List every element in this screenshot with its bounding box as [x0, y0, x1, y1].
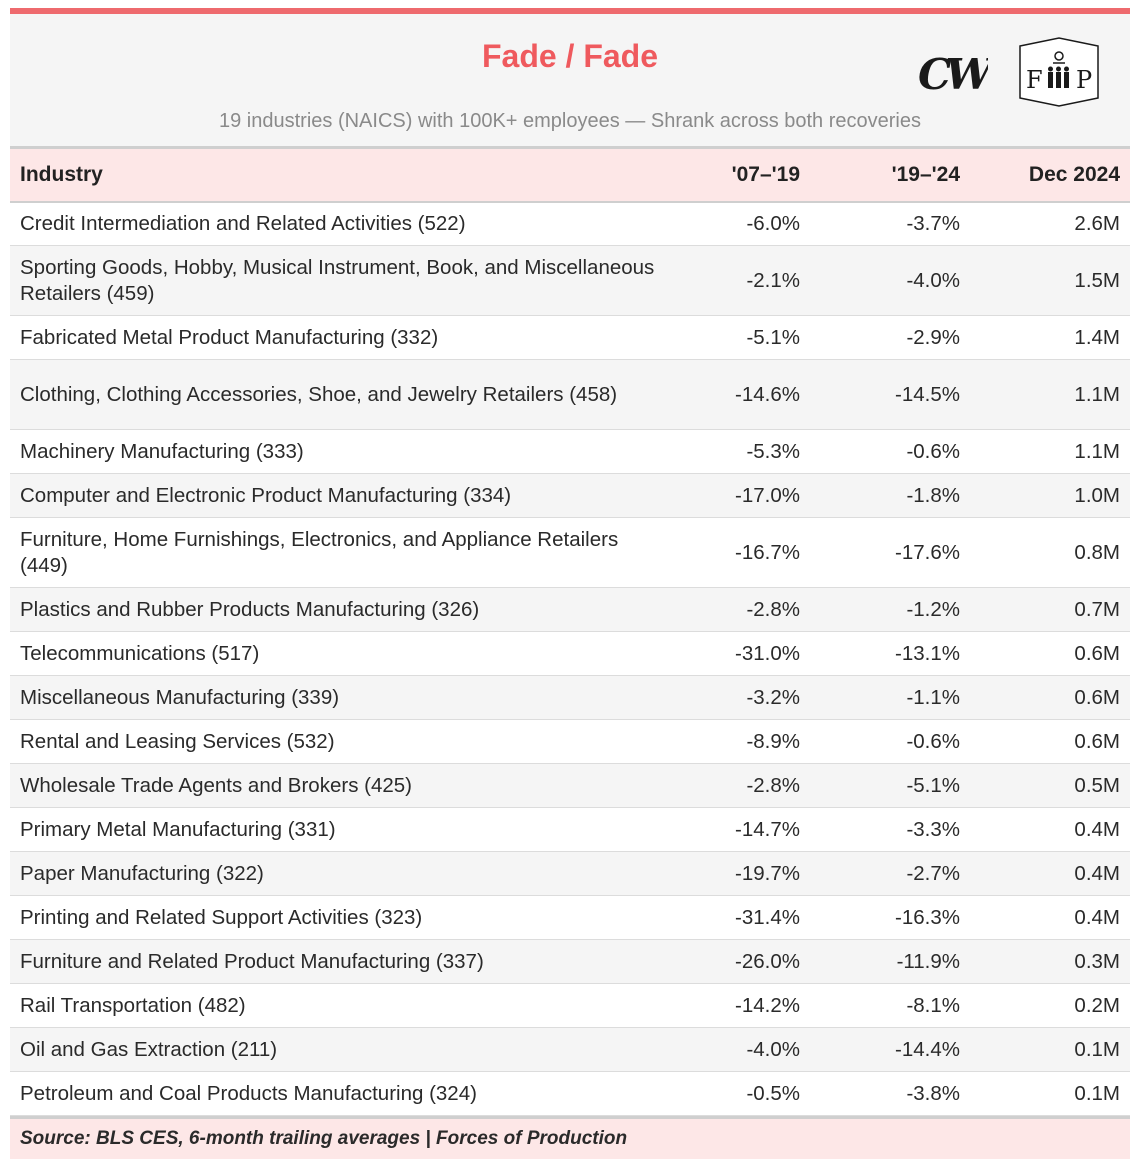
- cell-change-19-24: -0.6%: [810, 430, 970, 474]
- cell-change-07-19: -2.8%: [670, 764, 810, 808]
- cell-employment-dec-2024: 0.8M: [970, 518, 1130, 588]
- cell-employment-dec-2024: 0.6M: [970, 676, 1130, 720]
- table-row: [10, 676, 1130, 720]
- table-row: [10, 316, 1130, 360]
- cell-employment-dec-2024: 0.6M: [970, 720, 1130, 764]
- cell-change-07-19: -6.0%: [670, 202, 810, 246]
- cell-industry: Fabricated Metal Product Manufacturing (332): [10, 316, 670, 360]
- cell-change-07-19: -0.5%: [670, 1072, 810, 1116]
- cell-change-19-24: -3.7%: [810, 202, 970, 246]
- table-row: [10, 246, 1130, 316]
- cell-employment-dec-2024: 0.5M: [970, 764, 1130, 808]
- cell-change-07-19: -8.9%: [670, 720, 810, 764]
- cell-employment-dec-2024: 0.2M: [970, 984, 1130, 1028]
- cell-change-07-19: -14.7%: [670, 808, 810, 852]
- source-footer: [10, 1116, 1130, 1159]
- cell-change-07-19: -17.0%: [670, 474, 810, 518]
- cell-change-19-24: -1.2%: [810, 588, 970, 632]
- industry-table: [10, 146, 1130, 1116]
- cell-change-07-19: -31.4%: [670, 896, 810, 940]
- cell-employment-dec-2024: 0.4M: [970, 852, 1130, 896]
- cell-change-07-19: -14.2%: [670, 984, 810, 1028]
- cell-industry: Clothing, Clothing Accessories, Shoe, and Jewelry Retailers (458): [10, 360, 670, 430]
- table-row: [10, 518, 1130, 588]
- svg-text:P: P: [1076, 66, 1093, 94]
- cell-industry: Rental and Leasing Services (532): [10, 720, 670, 764]
- source-note: Source: BLS CES, 6-month trailing averages | Forces of Production: [20, 1128, 628, 1149]
- table-header-row: [10, 148, 1130, 202]
- table-row: [10, 1072, 1130, 1116]
- cell-industry: Plastics and Rubber Products Manufacturing (326): [10, 588, 670, 632]
- cell-change-07-19: -16.7%: [670, 518, 810, 588]
- cell-industry: Paper Manufacturing (322): [10, 852, 670, 896]
- table-row: [10, 720, 1130, 764]
- cell-industry: Telecommunications (517): [10, 632, 670, 676]
- cell-industry: Sporting Goods, Hobby, Musical Instrument, Book, and Miscellaneous Retailers (459): [10, 246, 670, 316]
- cell-employment-dec-2024: 1.5M: [970, 246, 1130, 316]
- cell-industry: Rail Transportation (482): [10, 984, 670, 1028]
- table-row: [10, 202, 1130, 246]
- cell-industry: Oil and Gas Extraction (211): [10, 1028, 670, 1072]
- table-row: [10, 588, 1130, 632]
- cell-industry: Credit Intermediation and Related Activities (522): [10, 202, 670, 246]
- cell-change-07-19: -5.3%: [670, 430, 810, 474]
- table-row: [10, 632, 1130, 676]
- cell-change-07-19: -31.0%: [670, 632, 810, 676]
- cell-change-07-19: -5.1%: [670, 316, 810, 360]
- cell-change-19-24: -2.9%: [810, 316, 970, 360]
- cell-employment-dec-2024: 0.4M: [970, 808, 1130, 852]
- cell-industry: Printing and Related Support Activities (323): [10, 896, 670, 940]
- cell-industry: Computer and Electronic Product Manufacturing (334): [10, 474, 670, 518]
- cell-change-19-24: -13.1%: [810, 632, 970, 676]
- table-row: [10, 984, 1130, 1028]
- cell-change-07-19: -14.6%: [670, 360, 810, 430]
- cell-employment-dec-2024: 1.1M: [970, 360, 1130, 430]
- cell-industry: Wholesale Trade Agents and Brokers (425): [10, 764, 670, 808]
- cell-employment-dec-2024: 0.1M: [970, 1072, 1130, 1116]
- cell-change-19-24: -3.8%: [810, 1072, 970, 1116]
- cell-change-07-19: -2.1%: [670, 246, 810, 316]
- table-row: [10, 896, 1130, 940]
- page-title: Fade / Fade: [481, 38, 659, 74]
- cell-employment-dec-2024: 1.4M: [970, 316, 1130, 360]
- table-header-band: [10, 14, 1130, 146]
- cell-change-19-24: -2.7%: [810, 852, 970, 896]
- cell-change-07-19: -19.7%: [670, 852, 810, 896]
- cell-change-07-19: -2.8%: [670, 588, 810, 632]
- cell-change-07-19: -3.2%: [670, 676, 810, 720]
- cell-change-19-24: -11.9%: [810, 940, 970, 984]
- cell-industry: Furniture, Home Furnishings, Electronics, and Appliance Retailers (449): [10, 518, 670, 588]
- cell-change-19-24: -0.6%: [810, 720, 970, 764]
- cell-employment-dec-2024: 0.6M: [970, 632, 1130, 676]
- cell-employment-dec-2024: 1.0M: [970, 474, 1130, 518]
- cell-industry: Furniture and Related Product Manufacturing (337): [10, 940, 670, 984]
- table-row: [10, 940, 1130, 984]
- cell-change-19-24: -3.3%: [810, 808, 970, 852]
- table-row: [10, 360, 1130, 430]
- cell-change-19-24: -1.1%: [810, 676, 970, 720]
- table-body: [10, 202, 1130, 1116]
- cell-employment-dec-2024: 0.1M: [970, 1028, 1130, 1072]
- cell-change-19-24: -17.6%: [810, 518, 970, 588]
- cell-change-19-24: -16.3%: [810, 896, 970, 940]
- column-header-07-19[interactable]: '07–'19: [670, 148, 810, 202]
- table-row: [10, 474, 1130, 518]
- column-header-industry[interactable]: Industry: [10, 148, 670, 202]
- table-row: [10, 430, 1130, 474]
- cell-change-19-24: -14.4%: [810, 1028, 970, 1072]
- cell-employment-dec-2024: 2.6M: [970, 202, 1130, 246]
- table-row: [10, 1028, 1130, 1072]
- cw-logo-icon: [916, 44, 988, 100]
- column-header-dec-2024[interactable]: Dec 2024: [970, 148, 1130, 202]
- cell-change-07-19: -4.0%: [670, 1028, 810, 1072]
- cell-change-19-24: -8.1%: [810, 984, 970, 1028]
- forces-of-production-logo-icon: [1012, 36, 1106, 108]
- cell-change-19-24: -5.1%: [810, 764, 970, 808]
- table-row: [10, 764, 1130, 808]
- cell-industry: Machinery Manufacturing (333): [10, 430, 670, 474]
- cell-employment-dec-2024: 1.1M: [970, 430, 1130, 474]
- svg-text:F: F: [1026, 66, 1043, 94]
- cell-employment-dec-2024: 0.3M: [970, 940, 1130, 984]
- page-subtitle: 19 industries (NAICS) with 100K+ employees — Shrank across both recoveries: [219, 110, 921, 132]
- cell-employment-dec-2024: 0.7M: [970, 588, 1130, 632]
- svg-text:CW: CW: [918, 50, 987, 99]
- column-header-19-24[interactable]: '19–'24: [810, 148, 970, 202]
- cell-industry: Primary Metal Manufacturing (331): [10, 808, 670, 852]
- cell-change-19-24: -1.8%: [810, 474, 970, 518]
- table-card: [10, 8, 1130, 1165]
- cell-change-07-19: -26.0%: [670, 940, 810, 984]
- cell-change-19-24: -14.5%: [810, 360, 970, 430]
- cell-employment-dec-2024: 0.4M: [970, 896, 1130, 940]
- cell-industry: Petroleum and Coal Products Manufacturing (324): [10, 1072, 670, 1116]
- table-row: [10, 808, 1130, 852]
- cell-change-19-24: -4.0%: [810, 246, 970, 316]
- cell-industry: Miscellaneous Manufacturing (339): [10, 676, 670, 720]
- table-row: [10, 852, 1130, 896]
